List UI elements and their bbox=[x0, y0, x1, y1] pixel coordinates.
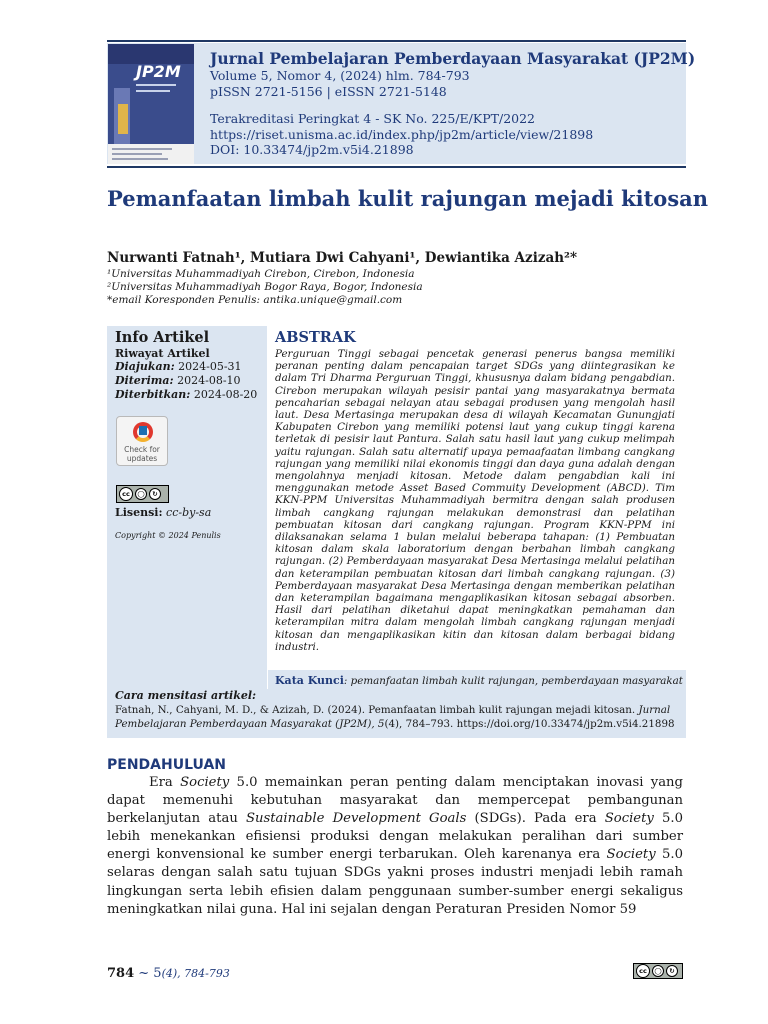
journal-issn: pISSN 2721-5156 | eISSN 2721-5148 bbox=[210, 83, 447, 99]
citation-label: Cara mensitasi artikel: bbox=[115, 689, 257, 702]
copyright-note: Copyright © 2024 Penulis bbox=[115, 531, 221, 540]
license-line: Lisensi: cc-by-sa bbox=[115, 506, 212, 519]
footer-by-icon: ◯ bbox=[652, 965, 664, 977]
by-icon: ◯ bbox=[135, 488, 147, 500]
check-for-updates-badge[interactable] bbox=[116, 416, 168, 466]
submitted-date: Diajukan: 2024-05-31 bbox=[115, 360, 242, 373]
introduction-paragraph: Era Society 5.0 memainkan peran penting dalam menciptakan inovasi yang dapat memenuhi kebutuhan masyarakat dan mempercepat pembangunan berkelanjutan atau Sustainable Development Goals (SDGs). Pada era Society 5.0 lebih menekankan efisiensi produksi dengan melakukan peralihan dari sumber energi konvensional ke sumber energi terbarukan. Oleh karenanya era Society 5.0 selaras dengan salah satu tujuan SDGs yakni proses industri menjadi lebih ramah lingkungan serta lebih efisien dalam penggunaan sumber-sumber energi sekaligus meningkatkan nilai guna. Hal ini sejalan dengan Peraturan Presiden Nomor 59 bbox=[107, 775, 683, 917]
header-top-rule bbox=[107, 40, 686, 42]
affiliation-2: ²Universitas Muhammadiyah Bogor Raya, Bogor, Indonesia bbox=[107, 281, 423, 293]
history-label: Riwayat Artikel bbox=[115, 347, 210, 360]
journal-cover-image bbox=[108, 44, 194, 164]
abstract-text: Perguruan Tinggi sebagai pencetak generasi penerus bangsa memiliki peranan penting dalam pencapaian target SDGs yang diintegrasikan ke dalam Tri Dharma Perguruan Tinggi, khususnya dalam bidang pengabdian. Cirebon merupakan wilayah pesisir pantai yang masyarakatnya bermata pencaharian sebagai nelayan atau sebagai produsen yang mengolah hasil laut. Desa Mertasinga merupakan desa di wilayah Kecamatan Gunungjati Kabupaten Cirebon yang memiliki potensi laut yang cukup tinggi karena terletak di pesisir laut Pantura. Salah satu hasil laut yang cukup melimpah yaitu rajungan. Salah satu alternatif upaya pemaafaatan limbang cangkang rajungan yang memiliki nilai ekonomis tinggi dan daya guna adalah dengan mengolahnya menjadi kitosan. Metode dalam pengabdian kali ini menggunakan metode Asset Based Commuity Development (ABCD). Tim KKN-PPM Universitas Muhammadiyah bermitra dengan salah produsen limbah cangkang rajungan melakukan demonstrasi dan pelatihan pembuatan kitosan dari cangkang rajungan. Program KKN-PPM ini dilaksanakan selama 1 bulan melalui beberapa tahapan: (1) Pembuatan kitosan dalam skala laboratorium dengan berbahan limbah cangkang rajungan. (2) Pemberdayaan masyarakat Desa Mertasinga melalui pelatihan dan keterampilan pembuatan kitosan dari limbah cangkang rajungan. (3) Pemberdayaan masyarakat Desa Mertasinga dengan memberikan pelatihan dan keterampilan bagaimana mengaplikasikan kitosan sebagai absorben. Hasil dari pelatihan diketahui dapat meningkatkan pemahaman dan keterampilan mitra dalam mengolah limbah cangkang rajungan menjadi kitosan dan mengaplikasikan kitin dan kitosan dalam berbagai bidang industri. bbox=[275, 348, 675, 653]
page-footer: 784 ~ 5(4), 784-793 bbox=[107, 966, 230, 981]
article-url-link[interactable]: https://riset.unisma.ac.id/index.php/jp2m/article/view/21898 bbox=[210, 126, 594, 142]
page-number: 784 bbox=[107, 966, 135, 981]
section-title-pendahuluan: PENDAHULUAN bbox=[107, 757, 226, 773]
published-date: Diterbitkan: 2024-08-20 bbox=[115, 388, 258, 401]
info-title: Info Artikel bbox=[115, 329, 210, 346]
accepted-date: Diterima: 2024-08-10 bbox=[115, 374, 241, 387]
affiliation-1: ¹Universitas Muhammadiyah Cirebon, Cirebon, Indonesia bbox=[107, 268, 415, 280]
journal-info bbox=[210, 50, 695, 158]
footer-cc-icon: cc bbox=[636, 964, 650, 978]
citation-text: Fatnah, N., Cahyani, M. D., & Azizah, D. (2024). Pemanfaatan limbah kulit rajungan mejadi kitosan. Jurnal Pembelajaran Pemberdayaan Masyarakat (JP2M), 5(4), 784–793. https://doi.org/10.33474/jp2m.v5i4.21898 bbox=[115, 704, 675, 730]
crossmark-label: Check for updates bbox=[124, 445, 160, 463]
cc-by-sa-license-icon[interactable] bbox=[116, 485, 169, 503]
journal-name: Jurnal Pembelajaran Pemberdayaan Masyarakat (JP2M) bbox=[210, 49, 696, 68]
cc-icon: cc bbox=[119, 487, 133, 501]
author-list: Nurwanti Fatnah¹, Mutiara Dwi Cahyani¹, Dewiantika Azizah²* bbox=[107, 250, 578, 266]
journal-accreditation: Terakreditasi Peringkat 4 - SK No. 225/E/KPT/2022 bbox=[210, 111, 535, 126]
keywords-line: Kata Kunci: pemanfaatan limbah kulit rajungan, pemberdayaan masyarakat bbox=[275, 674, 683, 687]
article-title: Pemanfaatan limbah kulit rajungan mejadi kitosan bbox=[107, 186, 709, 211]
header-bottom-rule bbox=[107, 166, 686, 168]
sa-icon: ↻ bbox=[149, 488, 161, 500]
footer-sa-icon: ↻ bbox=[666, 965, 678, 977]
cover-logo: JP2M bbox=[136, 62, 181, 81]
journal-volume: Volume 5, Nomor 4, (2024) hlm. 784-793 bbox=[210, 68, 470, 83]
abstract-title: ABSTRAK bbox=[275, 329, 356, 346]
article-doi-link[interactable]: DOI: 10.33474/jp2m.v5i4.21898 bbox=[210, 142, 414, 157]
footer-cc-license-icon[interactable] bbox=[633, 963, 683, 979]
corresponding-email: *email Koresponden Penulis: antika.unique@gmail.com bbox=[107, 294, 403, 306]
